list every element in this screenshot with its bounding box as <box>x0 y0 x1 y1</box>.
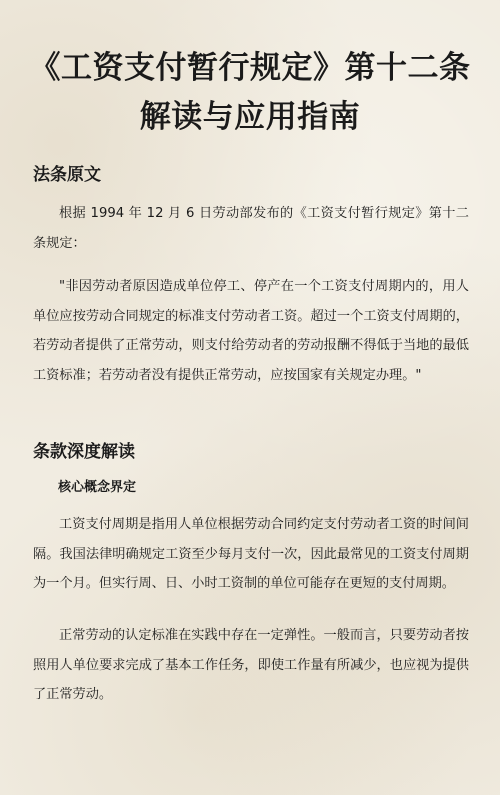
paragraph-normal-labor: 正常劳动的认定标准在实践中存在一定弹性。一般而言，只要劳动者按照用人单位要求完成了基本工作任务，即使工作量有所减少，也应视为提供了正常劳动。 <box>33 628 469 702</box>
document-title: 《工资支付暂行规定》第十二条解读与应用指南 <box>29 50 471 135</box>
subheading-core-concepts: 核心概念界定 <box>58 480 137 495</box>
paragraph-pay-cycle: 工资支付周期是指用人单位根据劳动合同约定支付劳动者工资的时间间隔。我国法律明确规定工资至少每月支付一次，因此最常见的工资支付周期为一个月。但实行周、日、小时工资制的单位可能存在更短的支付周期。 <box>33 517 469 591</box>
paragraph-article-quote: "非因劳动者原因造成单位停工、停产在一个工资支付周期内的，用人单位应按劳动合同规定的标准支付劳动者工资。超过一个工资支付周期的，若劳动者提供了正常劳动，则支付给劳动者的劳动报酬不得低于当地的最低工资标准；若劳动者没有提供正常劳动，应按国家有关规定办理。" <box>33 279 469 383</box>
section-heading-original-text: 法条原文 <box>33 165 101 185</box>
paragraph-source-intro: 根据 1994 年 12 月 6 日劳动部发布的《工资支付暂行规定》第十二条规定： <box>33 206 469 251</box>
section-heading-interpretation: 条款深度解读 <box>33 442 135 462</box>
